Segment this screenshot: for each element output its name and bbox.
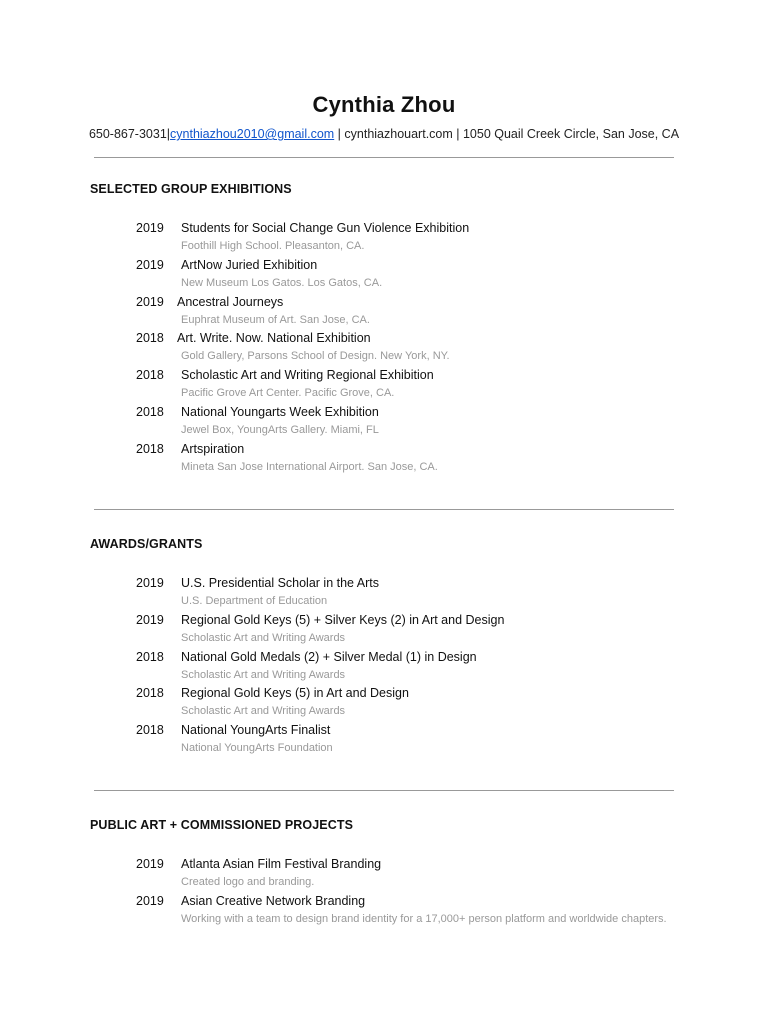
exhibition-entry	[0, 368, 768, 405]
entry-venue: New Museum Los Gatos. Los Gatos, CA.	[181, 276, 383, 289]
resume-name: Cynthia Zhou	[312, 92, 456, 117]
entry-venue: Euphrat Museum of Art. San Jose, CA.	[181, 313, 370, 326]
entry-title: Regional Gold Keys (5) + Silver Keys (2) in Art and Design	[181, 612, 505, 627]
entry-title: Regional Gold Keys (5) in Art and Design	[181, 686, 409, 701]
public-art-list	[0, 857, 768, 931]
entry-title: Atlanta Asian Film Festival Branding	[181, 857, 382, 871]
entry-year: 2018	[136, 404, 164, 419]
award-entry	[0, 723, 768, 760]
entry-year: 2019	[136, 257, 164, 272]
entry-year: 2018	[136, 368, 164, 383]
entry-year: 2019	[136, 576, 164, 590]
divider-header	[94, 157, 674, 158]
entry-title: National Youngarts Week Exhibition	[181, 404, 379, 419]
entry-title: Asian Creative Network Branding	[181, 893, 366, 908]
award-entry	[0, 613, 768, 650]
entry-title: Artspiration	[181, 441, 245, 456]
entry-title: Scholastic Art and Writing Regional Exhibition	[181, 368, 434, 383]
entry-year: 2018	[136, 723, 164, 738]
exhibition-entry	[0, 258, 768, 295]
entry-description: Created logo and branding.	[181, 876, 315, 888]
contact-details: | cynthiazhouart.com | 1050 Quail Creek Circle, San Jose, CA	[334, 127, 680, 141]
award-entry	[0, 650, 768, 687]
entry-year: 2019	[136, 294, 164, 309]
phone-number: 650-867-3031|	[88, 127, 171, 141]
award-entry	[0, 686, 768, 723]
entry-year: 2019	[136, 893, 164, 908]
entry-year: 2018	[136, 649, 164, 664]
entry-organization: Scholastic Art and Writing Awards	[181, 631, 346, 644]
entry-title: U.S. Presidential Scholar in the Arts	[181, 576, 380, 590]
entry-title: ArtNow Juried Exhibition	[181, 257, 318, 272]
entry-organization: Scholastic Art and Writing Awards	[181, 705, 346, 718]
entry-title: Students for Social Change Gun Violence Exhibition	[181, 221, 470, 235]
entry-year: 2018	[136, 331, 164, 346]
contact-line	[0, 127, 768, 141]
exhibitions-list	[0, 221, 768, 479]
section-title-awards: AWARDS/GRANTS	[90, 537, 203, 551]
exhibition-entry	[0, 295, 768, 332]
section-title-public-art: PUBLIC ART + COMMISSIONED PROJECTS	[90, 818, 354, 832]
award-entry	[0, 576, 768, 613]
exhibition-entry	[0, 221, 768, 258]
entry-title: Art. Write. Now. National Exhibition	[177, 331, 371, 346]
entry-title: Ancestral Journeys	[177, 294, 284, 309]
exhibition-entry	[0, 331, 768, 368]
entry-organization: Scholastic Art and Writing Awards	[181, 668, 346, 681]
entry-organization: U.S. Department of Education	[181, 595, 328, 607]
project-entry	[0, 894, 768, 931]
entry-year: 2018	[136, 686, 164, 701]
entry-venue: Pacific Grove Art Center. Pacific Grove, CA.	[181, 387, 395, 400]
entry-venue: Gold Gallery, Parsons School of Design. New York, NY.	[181, 350, 450, 363]
entry-organization: National YoungArts Foundation	[181, 742, 333, 755]
entry-description: Working with a team to design brand identity for a 17,000+ person platform and worldwide chapters.	[181, 912, 667, 925]
awards-list	[0, 576, 768, 760]
project-entry	[0, 857, 768, 894]
section-title-exhibitions: SELECTED GROUP EXHIBITIONS	[90, 182, 292, 196]
entry-year: 2019	[136, 221, 164, 235]
entry-title: National Gold Medals (2) + Silver Medal (1) in Design	[181, 649, 477, 664]
entry-venue: Mineta San Jose International Airport. San Jose, CA.	[181, 460, 438, 473]
exhibition-entry	[0, 405, 768, 442]
divider-exhibitions	[94, 509, 674, 510]
exhibition-entry	[0, 442, 768, 479]
entry-title: National YoungArts Finalist	[181, 723, 331, 738]
entry-year: 2019	[136, 857, 164, 871]
entry-year: 2018	[136, 441, 164, 456]
entry-year: 2019	[136, 612, 164, 627]
divider-awards	[94, 790, 674, 791]
entry-venue: Foothill High School. Pleasanton, CA.	[181, 240, 365, 252]
entry-venue: Jewel Box, YoungArts Gallery. Miami, FL	[181, 423, 379, 436]
email-link[interactable]: cynthiazhou2010@gmail.com	[170, 127, 335, 141]
